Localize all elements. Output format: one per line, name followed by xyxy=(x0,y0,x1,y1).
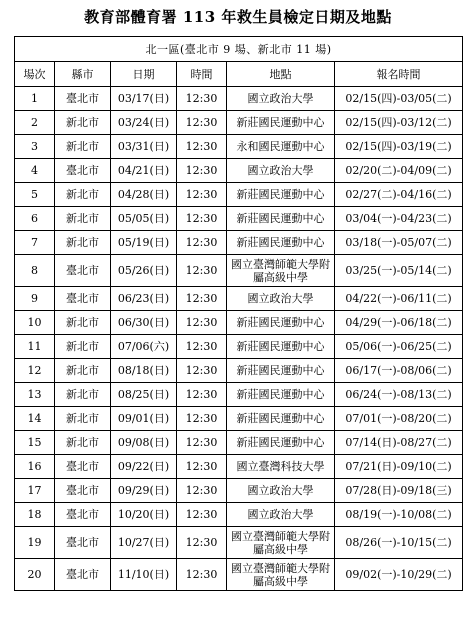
cell-registration-period: 07/14(日)-08/27(二) xyxy=(335,431,463,455)
table-row xyxy=(15,559,463,591)
cell-time: 12:30 xyxy=(177,503,227,527)
cell-date: 08/25(日) xyxy=(111,383,177,407)
cell-registration-period: 06/17(一)-08/06(二) xyxy=(335,359,463,383)
cell-time: 12:30 xyxy=(177,87,227,111)
cell-city: 新北市 xyxy=(55,407,111,431)
cell-date: 04/28(日) xyxy=(111,183,177,207)
cell-city: 臺北市 xyxy=(55,527,111,559)
table-row xyxy=(15,255,463,287)
table-row xyxy=(15,159,463,183)
cell-registration-period: 05/06(一)-06/25(二) xyxy=(335,335,463,359)
cell-date: 10/27(日) xyxy=(111,527,177,559)
cell-date: 03/17(日) xyxy=(111,87,177,111)
cell-session-no: 17 xyxy=(15,479,55,503)
cell-registration-period: 02/15(四)-03/05(二) xyxy=(335,87,463,111)
cell-session-no: 15 xyxy=(15,431,55,455)
document-title: 教育部體育署 113 年救生員檢定日期及地點 xyxy=(84,8,392,26)
table-row xyxy=(15,527,463,559)
cell-session-no: 10 xyxy=(15,311,55,335)
header-time: 時間 xyxy=(177,62,227,87)
cell-city: 臺北市 xyxy=(55,255,111,287)
cell-session-no: 20 xyxy=(15,559,55,591)
cell-date: 05/05(日) xyxy=(111,207,177,231)
cell-venue: 國立政治大學 xyxy=(227,479,335,503)
table-row xyxy=(15,287,463,311)
cell-city: 新北市 xyxy=(55,207,111,231)
cell-time: 12:30 xyxy=(177,383,227,407)
cell-city: 臺北市 xyxy=(55,287,111,311)
cell-session-no: 8 xyxy=(15,255,55,287)
cell-date: 09/08(日) xyxy=(111,431,177,455)
table-row xyxy=(15,383,463,407)
cell-venue: 國立政治大學 xyxy=(227,87,335,111)
table-row xyxy=(15,183,463,207)
cell-session-no: 4 xyxy=(15,159,55,183)
cell-time: 12:30 xyxy=(177,111,227,135)
cell-date: 07/06(六) xyxy=(111,335,177,359)
cell-registration-period: 09/02(一)-10/29(二) xyxy=(335,559,463,591)
cell-session-no: 6 xyxy=(15,207,55,231)
cell-city: 臺北市 xyxy=(55,479,111,503)
cell-session-no: 1 xyxy=(15,87,55,111)
cell-time: 12:30 xyxy=(177,335,227,359)
cell-date: 10/20(日) xyxy=(111,503,177,527)
cell-venue: 國立臺灣科技大學 xyxy=(227,455,335,479)
cell-city: 新北市 xyxy=(55,431,111,455)
region-header: 北一區(臺北市 9 場、新北市 11 場) xyxy=(15,37,463,62)
cell-venue: 新莊國民運動中心 xyxy=(227,335,335,359)
cell-time: 12:30 xyxy=(177,311,227,335)
cell-registration-period: 06/24(一)-08/13(二) xyxy=(335,383,463,407)
cell-registration-period: 02/15(四)-03/19(二) xyxy=(335,135,463,159)
cell-registration-period: 08/26(一)-10/15(二) xyxy=(335,527,463,559)
cell-city: 新北市 xyxy=(55,335,111,359)
cell-city: 新北市 xyxy=(55,111,111,135)
header-registration-period: 報名時間 xyxy=(335,62,463,87)
cell-registration-period: 03/18(一)-05/07(二) xyxy=(335,231,463,255)
table-row xyxy=(15,87,463,111)
cell-venue: 新莊國民運動中心 xyxy=(227,359,335,383)
cell-date: 09/01(日) xyxy=(111,407,177,431)
cell-city: 臺北市 xyxy=(55,503,111,527)
cell-registration-period: 02/20(二)-04/09(二) xyxy=(335,159,463,183)
table-row xyxy=(15,455,463,479)
cell-session-no: 13 xyxy=(15,383,55,407)
cell-registration-period: 08/19(一)-10/08(二) xyxy=(335,503,463,527)
cell-registration-period: 02/15(四)-03/12(二) xyxy=(335,111,463,135)
cell-venue: 新莊國民運動中心 xyxy=(227,207,335,231)
cell-time: 12:30 xyxy=(177,231,227,255)
cell-time: 12:30 xyxy=(177,207,227,231)
cell-venue: 國立臺灣師範大學附屬高級中學 xyxy=(227,255,335,287)
cell-time: 12:30 xyxy=(177,479,227,503)
cell-session-no: 3 xyxy=(15,135,55,159)
cell-venue: 國立政治大學 xyxy=(227,503,335,527)
cell-date: 09/22(日) xyxy=(111,455,177,479)
cell-city: 臺北市 xyxy=(55,455,111,479)
cell-date: 09/29(日) xyxy=(111,479,177,503)
schedule-table xyxy=(14,36,463,591)
cell-date: 06/30(日) xyxy=(111,311,177,335)
header-date: 日期 xyxy=(111,62,177,87)
cell-venue: 新莊國民運動中心 xyxy=(227,431,335,455)
cell-session-no: 18 xyxy=(15,503,55,527)
cell-registration-period: 04/29(一)-06/18(二) xyxy=(335,311,463,335)
cell-city: 新北市 xyxy=(55,135,111,159)
cell-city: 新北市 xyxy=(55,231,111,255)
header-city: 縣市 xyxy=(55,62,111,87)
table-row xyxy=(15,407,463,431)
table-row xyxy=(15,207,463,231)
cell-date: 03/31(日) xyxy=(111,135,177,159)
cell-time: 12:30 xyxy=(177,527,227,559)
cell-date: 06/23(日) xyxy=(111,287,177,311)
cell-venue: 新莊國民運動中心 xyxy=(227,407,335,431)
table-row xyxy=(15,503,463,527)
cell-registration-period: 03/25(一)-05/14(二) xyxy=(335,255,463,287)
cell-city: 新北市 xyxy=(55,311,111,335)
cell-city: 臺北市 xyxy=(55,159,111,183)
cell-date: 04/21(日) xyxy=(111,159,177,183)
table-row xyxy=(15,335,463,359)
header-session-no: 場次 xyxy=(15,62,55,87)
header-venue: 地點 xyxy=(227,62,335,87)
cell-registration-period: 02/27(二)-04/16(二) xyxy=(335,183,463,207)
cell-city: 臺北市 xyxy=(55,559,111,591)
cell-session-no: 19 xyxy=(15,527,55,559)
cell-time: 12:30 xyxy=(177,287,227,311)
cell-city: 新北市 xyxy=(55,359,111,383)
cell-venue: 新莊國民運動中心 xyxy=(227,231,335,255)
cell-time: 12:30 xyxy=(177,431,227,455)
cell-time: 12:30 xyxy=(177,559,227,591)
cell-session-no: 14 xyxy=(15,407,55,431)
cell-time: 12:30 xyxy=(177,135,227,159)
table-row xyxy=(15,111,463,135)
cell-registration-period: 03/04(一)-04/23(二) xyxy=(335,207,463,231)
cell-registration-period: 04/22(一)-06/11(二) xyxy=(335,287,463,311)
cell-date: 03/24(日) xyxy=(111,111,177,135)
cell-time: 12:30 xyxy=(177,159,227,183)
cell-date: 11/10(日) xyxy=(111,559,177,591)
cell-time: 12:30 xyxy=(177,183,227,207)
table-row xyxy=(15,359,463,383)
cell-venue: 新莊國民運動中心 xyxy=(227,311,335,335)
cell-time: 12:30 xyxy=(177,407,227,431)
cell-venue: 新莊國民運動中心 xyxy=(227,183,335,207)
cell-venue: 國立政治大學 xyxy=(227,159,335,183)
cell-venue: 新莊國民運動中心 xyxy=(227,111,335,135)
cell-registration-period: 07/28(日)-09/18(三) xyxy=(335,479,463,503)
cell-venue: 永和國民運動中心 xyxy=(227,135,335,159)
cell-date: 05/26(日) xyxy=(111,255,177,287)
cell-date: 05/19(日) xyxy=(111,231,177,255)
cell-session-no: 9 xyxy=(15,287,55,311)
schedule-rows xyxy=(15,87,463,591)
cell-session-no: 11 xyxy=(15,335,55,359)
cell-venue: 國立臺灣師範大學附屬高級中學 xyxy=(227,527,335,559)
cell-date: 08/18(日) xyxy=(111,359,177,383)
cell-city: 臺北市 xyxy=(55,87,111,111)
table-row xyxy=(15,135,463,159)
cell-session-no: 5 xyxy=(15,183,55,207)
table-row xyxy=(15,231,463,255)
cell-registration-period: 07/21(日)-09/10(二) xyxy=(335,455,463,479)
cell-session-no: 7 xyxy=(15,231,55,255)
cell-session-no: 16 xyxy=(15,455,55,479)
cell-venue: 新莊國民運動中心 xyxy=(227,383,335,407)
cell-time: 12:30 xyxy=(177,455,227,479)
cell-city: 新北市 xyxy=(55,383,111,407)
cell-session-no: 2 xyxy=(15,111,55,135)
cell-city: 新北市 xyxy=(55,183,111,207)
cell-time: 12:30 xyxy=(177,255,227,287)
table-row xyxy=(15,311,463,335)
table-row xyxy=(15,479,463,503)
cell-registration-period: 07/01(一)-08/20(二) xyxy=(335,407,463,431)
cell-venue: 國立臺灣師範大學附屬高級中學 xyxy=(227,559,335,591)
cell-venue: 國立政治大學 xyxy=(227,287,335,311)
table-row xyxy=(15,431,463,455)
cell-time: 12:30 xyxy=(177,359,227,383)
cell-session-no: 12 xyxy=(15,359,55,383)
